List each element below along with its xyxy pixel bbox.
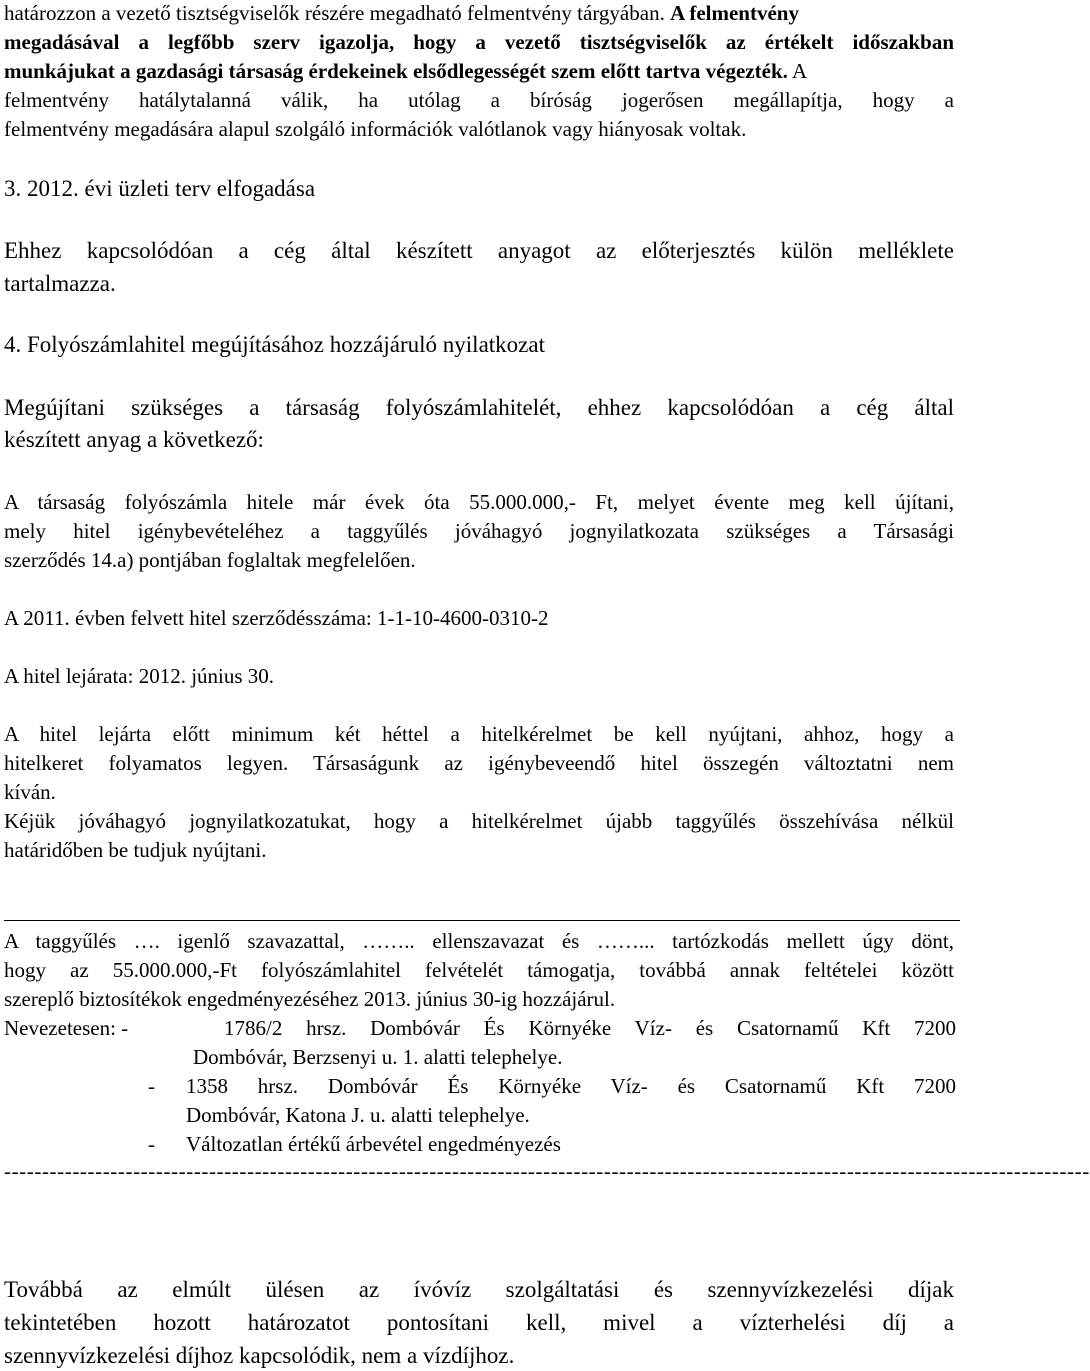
section4-p2-line3: kíván. [4,780,56,804]
collateral-item1-line1: 1786/2 hrsz. Dombóvár És Környéke Víz- és Csatornamű Kft 7200 [224,1016,956,1040]
section4-p2-line1: A hitel lejárta előtt minimum két héttel a hitelkérelmet be kell nyújtani, ahhoz, hogy a [4,722,954,746]
contract-number: A 2011. évben felvett hitel szerződésszáma: 1-1-10-4600-0310-2 [4,606,549,630]
nevezetesen-label: Nevezetesen: - [4,1016,129,1040]
section4-intro-line1: Megújítani szükséges a társaság folyószámlahitelét, ehhez kapcsolódóan a cég által [4,395,954,420]
resolution-line3: szereplő biztosítékok engedményezéséhez 2013. június 30-ig hozzájárul. [4,987,616,1011]
section4-intro-line2: készített anyag a következő: [4,427,264,452]
section4-p3-line1: Kéjük jóváhagyó jognyilatkozatukat, hogy a hitelkérelmet újabb taggyűlés összehívása nélkül [4,809,954,833]
para1-line5: felmentvény megadására alapul szolgáló információk valótlanok vagy hiányosak voltak. [4,117,747,141]
section3-line2: tartalmazza. [4,271,116,296]
dashed-separator: ----------------------------------------------------------------------------------------------------------------------------------------------- [4,1159,1090,1183]
para1-line3-text: A [791,59,808,83]
resolution-line1: A taggyűlés …. igenlő szavazattal, …….. ellenszavazat és ……... tartózkodás mellett úgy dönt, [4,929,954,953]
collateral-item3-dash: - [148,1132,155,1156]
collateral-item2-dash: - [148,1074,155,1098]
section3-line1: Ehhez kapcsolódóan a cég által készített anyagot az előterjesztés külön melléklete [4,238,954,263]
para1-line1-text: határozzon a vezető tisztségviselők részére megadható felmentvény tárgyában. [4,1,665,25]
section4-p1-line2: mely hitel igénybevételéhez a taggyűlés jóváhagyó jognyilatkozata szükséges a Társasági [4,519,954,543]
section4-p1-line3: szerződés 14.a) pontjában foglaltak megfelelően. [4,548,416,572]
closing-line3: szennyvízkezelési díjhoz kapcsolódik, nem a vízdíjhoz. [4,1343,515,1368]
section4-p2-line2: hitelkeret folyamatos legyen. Társaságunk az igénybeveendő hitel összegén változtatni nem [4,751,954,775]
section4-p3-line2: határidőben be tudjuk nyújtani. [4,838,267,862]
para1-line3 [4,58,807,84]
separator-rule [4,920,960,921]
closing-line2: tekintetében hozott határozatot pontosítani kell, mivel a vízterhelési díj a [4,1310,954,1335]
para1-line1 [4,0,799,26]
collateral-item2-line2: Dombóvár, Katona J. u. alatti telephelye. [186,1103,530,1127]
para1-line4: felmentvény hatálytalanná válik, ha utólag a bíróság jogerősen megállapítja, hogy a [4,88,954,112]
resolution-line2: hogy az 55.000.000,-Ft folyószámlahitel felvételét támogatja, továbbá annak feltételei között [4,958,954,982]
para1-line2: megadásával a legfőbb szerv igazolja, hogy a vezető tisztségviselők az értékelt időszakban [4,30,954,54]
section3-heading: 3. 2012. évi üzleti terv elfogadása [4,176,316,201]
collateral-item3-line1: Változatlan értékű árbevétel engedményezés [186,1132,561,1156]
collateral-item1-line2: Dombóvár, Berzsenyi u. 1. alatti telephelye. [193,1045,563,1069]
para1-line3-bold: munkájukat a gazdasági társaság érdekeinek elsődlegességét szem előtt tartva végezték. [4,59,788,83]
section4-heading: 4. Folyószámlahitel megújításához hozzájáruló nyilatkozat [4,332,545,357]
para1-line1-bold: A felmentvény [670,1,799,25]
collateral-item2-line1: 1358 hrsz. Dombóvár És Környéke Víz- és Csatornamű Kft 7200 [186,1074,956,1098]
loan-expiry: A hitel lejárata: 2012. június 30. [4,664,275,688]
section4-p1-line1: A társaság folyószámla hitele már évek óta 55.000.000,- Ft, melyet évente meg kell újítani, [4,490,954,514]
closing-line1: Továbbá az elmúlt ülésen az ívóvíz szolgáltatási és szennyvízkezelési díjak [4,1277,954,1302]
